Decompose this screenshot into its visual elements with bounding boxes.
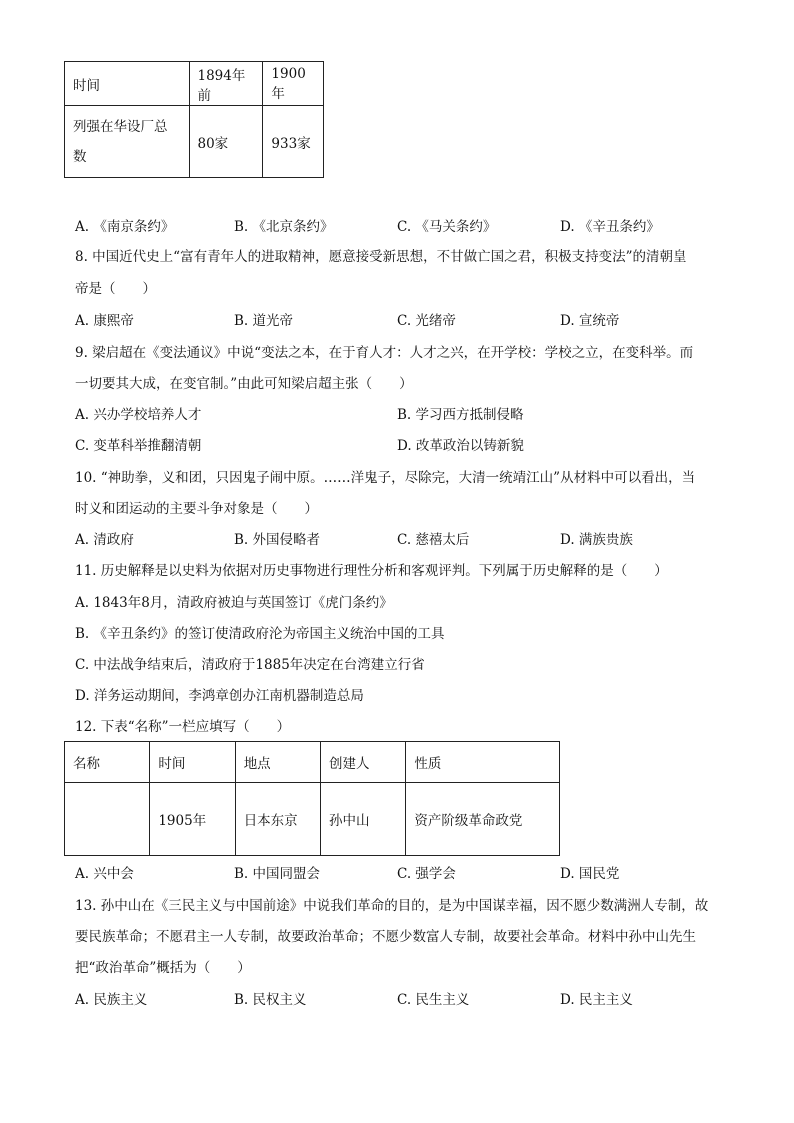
table-header-row xyxy=(65,742,560,783)
q10-option-d[interactable]: D. 满族贵族 xyxy=(560,532,633,548)
table-cell: 1905年 xyxy=(150,783,235,856)
q8-question-line1: 8. 中国近代史上“富有青年人的进取精神，愿意接受新思想，不甘做亡国之君，积极支持变法”的清朝皇 xyxy=(75,249,687,265)
q12-option-c[interactable]: C. 强学会 xyxy=(397,866,456,882)
q11-option-d[interactable]: D. 洋务运动期间，李鸿章创办江南机器制造总局 xyxy=(75,688,364,704)
q13-question-line1: 13. 孙中山在《三民主义与中国前途》中说我们革命的目的，是为中国谋幸福，因不愿少数满洲人专制，故 xyxy=(75,898,709,914)
q12-option-d[interactable]: D. 国民党 xyxy=(560,866,620,882)
table-row xyxy=(65,783,560,856)
q11-option-c[interactable]: C. 中法战争结束后，清政府于1885年决定在台湾建立行省 xyxy=(75,657,425,673)
table-cell: 1894年前 xyxy=(189,62,263,106)
table-cell: 933家 xyxy=(263,106,324,178)
q13-question-line3: 把“政治革命”概括为（ ） xyxy=(75,960,251,976)
table-header-cell: 性质 xyxy=(406,742,560,783)
q7-option-c[interactable]: C. 《马关条约》 xyxy=(397,219,497,235)
table-cell: 时间 xyxy=(65,62,190,106)
q12-option-a[interactable]: A. 兴中会 xyxy=(75,866,134,882)
q7-option-d[interactable]: D. 《辛丑条约》 xyxy=(560,219,660,235)
q8-option-a[interactable]: A. 康熙帝 xyxy=(75,313,134,329)
q7-option-b[interactable]: B. 《北京条约》 xyxy=(234,219,334,235)
q13-question-line2: 要民族革命；不愿君主一人专制，故要政治革命；不愿少数富人专制，故要社会革命。材料中孙中山先生 xyxy=(75,929,696,945)
table-cell: 资产阶级革命政党 xyxy=(406,783,560,856)
q7-option-a[interactable]: A. 《南京条约》 xyxy=(75,219,175,235)
q9-option-d[interactable]: D. 改革政治以铸新貌 xyxy=(397,438,524,454)
table-header-cell: 时间 xyxy=(150,742,235,783)
q13-option-a[interactable]: A. 民族主义 xyxy=(75,992,148,1008)
q9-option-a[interactable]: A. 兴办学校培养人才 xyxy=(75,407,202,423)
q10-option-a[interactable]: A. 清政府 xyxy=(75,532,134,548)
factory-count-table xyxy=(64,61,324,178)
q12-option-b[interactable]: B. 中国同盟会 xyxy=(234,866,321,882)
q8-question-line2: 帝是（ ） xyxy=(75,281,156,297)
q8-option-b[interactable]: B. 道光帝 xyxy=(234,313,294,329)
table-row xyxy=(65,62,324,106)
table-row xyxy=(65,106,324,178)
q9-question-line2: 一切要其大成，在变官制。”由此可知梁启超主张（ ） xyxy=(75,376,413,392)
table-header-cell: 地点 xyxy=(235,742,320,783)
q9-question-line1: 9. 梁启超在《变法通议》中说“变法之本，在于育人才：人才之兴，在开学校：学校之立，在变科举。而 xyxy=(75,345,694,361)
q11-option-b[interactable]: B. 《辛丑条约》的签订使清政府沦为帝国主义统治中国的工具 xyxy=(75,626,445,642)
table-cell: 1900年 xyxy=(263,62,324,106)
q11-option-a[interactable]: A. 1843年8月，清政府被迫与英国签订《虎门条约》 xyxy=(75,595,393,611)
q9-option-b[interactable]: B. 学习西方抵制侵略 xyxy=(397,407,524,423)
q12-question-line1: 12. 下表“名称”一栏应填写（ ） xyxy=(75,719,291,735)
q10-question-line1: 10. “神助拳，义和团，只因鬼子闹中原。……洋鬼子，尽除完，大清一统靖江山”从材料中可以看出，当 xyxy=(75,470,696,486)
q8-option-c[interactable]: C. 光绪帝 xyxy=(397,313,456,329)
table-header-cell: 创建人 xyxy=(321,742,406,783)
q10-question-line2: 时义和团运动的主要斗争对象是（ ） xyxy=(75,501,318,517)
q13-option-b[interactable]: B. 民权主义 xyxy=(234,992,307,1008)
q11-question-line1: 11. 历史解释是以史料为依据对历史事物进行理性分析和客观评判。下列属于历史解释的是（ ） xyxy=(75,563,668,579)
table-cell-blank xyxy=(65,783,150,856)
q13-option-d[interactable]: D. 民主主义 xyxy=(560,992,633,1008)
q10-option-b[interactable]: B. 外国侵略者 xyxy=(234,532,321,548)
q10-option-c[interactable]: C. 慈禧太后 xyxy=(397,532,470,548)
table-cell: 孙中山 xyxy=(321,783,406,856)
table-cell: 80家 xyxy=(189,106,263,178)
table-cell: 日本东京 xyxy=(235,783,320,856)
table-cell: 列强在华设厂总数 xyxy=(65,106,190,178)
q13-option-c[interactable]: C. 民生主义 xyxy=(397,992,470,1008)
table-header-cell: 名称 xyxy=(65,742,150,783)
organization-table xyxy=(64,741,560,856)
q9-option-c[interactable]: C. 变革科举推翻清朝 xyxy=(75,438,202,454)
q8-option-d[interactable]: D. 宣统帝 xyxy=(560,313,620,329)
